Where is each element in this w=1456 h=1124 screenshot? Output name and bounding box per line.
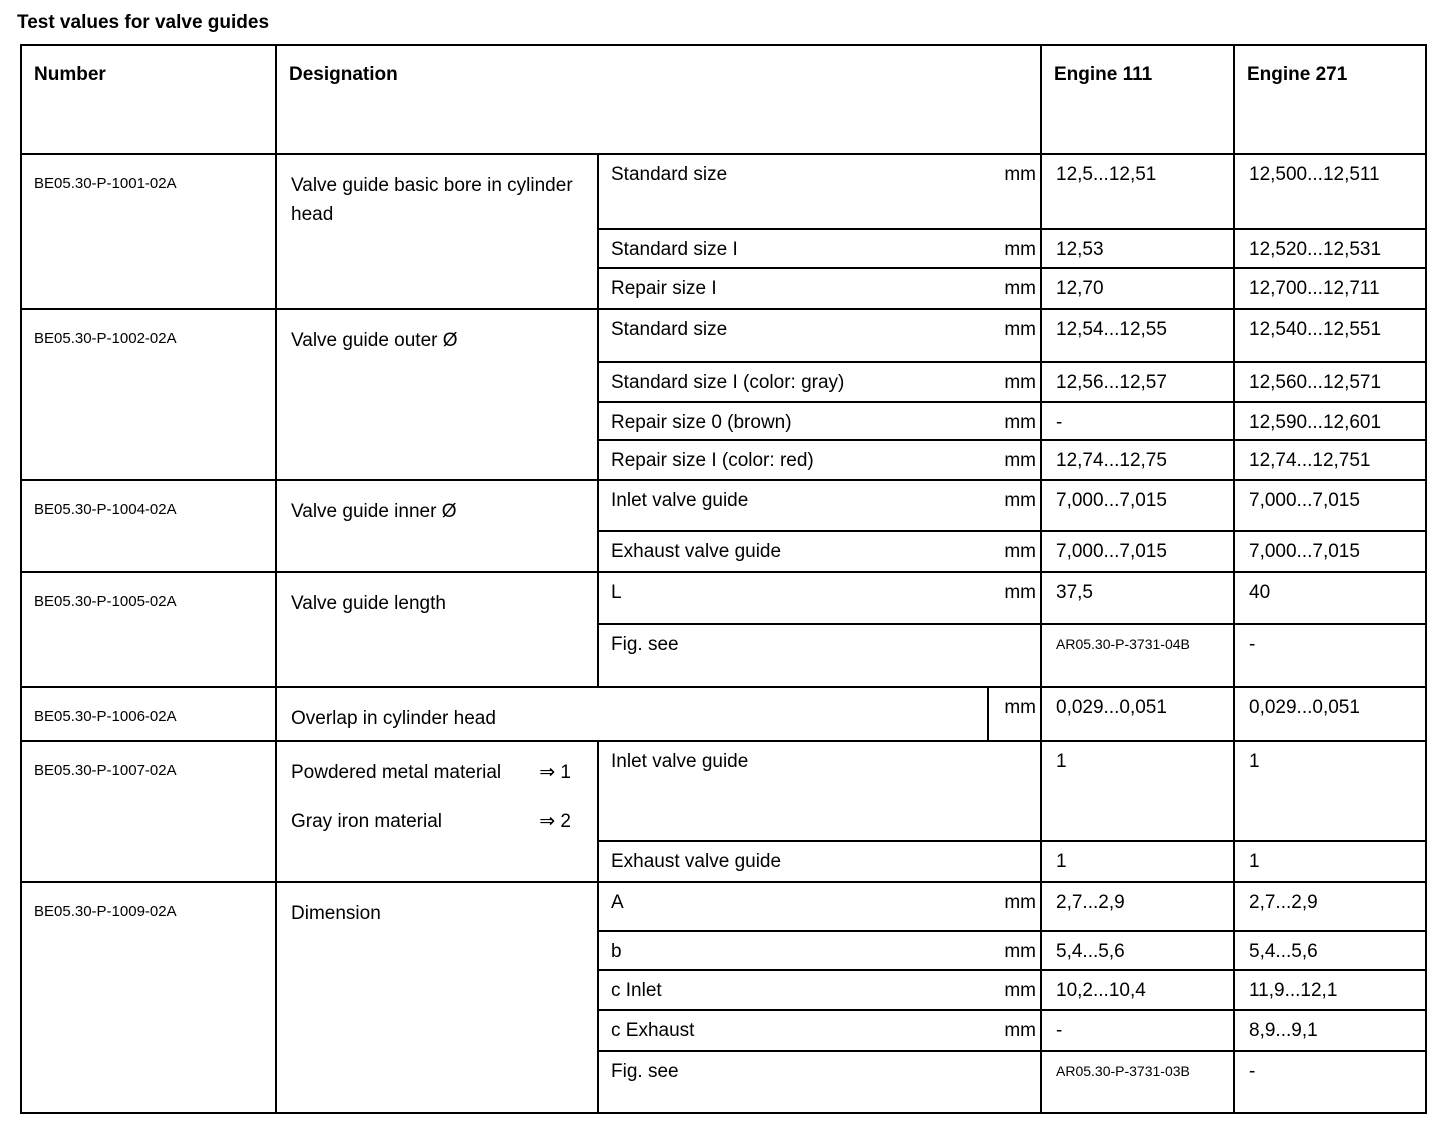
sub-designation: Fig. see xyxy=(598,1051,988,1113)
designation-text: Valve guide outer Ø xyxy=(291,330,458,351)
sub-designation: Repair size 0 (brown) xyxy=(598,402,988,440)
engine-271-value: 12,74...12,751 xyxy=(1234,440,1426,480)
engine-111-value: 10,2...10,4 xyxy=(1041,970,1234,1010)
sub-designation: Standard size I xyxy=(598,229,988,268)
engine-271-value: 1 xyxy=(1234,841,1426,882)
part-number: BE05.30-P-1005-02A xyxy=(21,572,276,687)
part-number: BE05.30-P-1002-02A xyxy=(21,309,276,480)
engine-111-value: 12,54...12,55 xyxy=(1041,309,1234,362)
sub-designation: Exhaust valve guide xyxy=(598,531,988,572)
unit: mm xyxy=(988,362,1041,402)
unit: mm xyxy=(988,1010,1041,1051)
sub-designation: b xyxy=(598,931,988,970)
designation-line xyxy=(291,807,571,836)
material-label: Powdered metal material xyxy=(291,762,502,783)
engine-271-value: 5,4...5,6 xyxy=(1234,931,1426,970)
engine-111-value: 37,5 xyxy=(1041,572,1234,624)
unit xyxy=(988,1051,1041,1113)
table-row xyxy=(21,154,1426,229)
part-number: BE05.30-P-1004-02A xyxy=(21,480,276,572)
engine-111-value: AR05.30-P-3731-04B xyxy=(1041,624,1234,687)
unit: mm xyxy=(988,572,1041,624)
designation-text: Valve guide inner Ø xyxy=(291,501,457,522)
engine-271-value: 40 xyxy=(1234,572,1426,624)
sub-designation: Repair size I xyxy=(598,268,988,309)
table-row xyxy=(21,882,1426,931)
unit: mm xyxy=(988,531,1041,572)
unit: mm xyxy=(988,687,1041,741)
part-number: BE05.30-P-1009-02A xyxy=(21,882,276,1113)
engine-271-value: 12,500...12,511 xyxy=(1234,154,1426,229)
header-engine-111: Engine 111 xyxy=(1041,45,1234,154)
part-number: BE05.30-P-1006-02A xyxy=(21,687,276,741)
table-row xyxy=(21,741,1426,841)
table-row xyxy=(21,480,1426,531)
sub-designation: Repair size I (color: red) xyxy=(598,440,988,480)
designation-text: Dimension xyxy=(291,903,381,924)
engine-111-value: 7,000...7,015 xyxy=(1041,480,1234,531)
engine-271-value: 7,000...7,015 xyxy=(1234,480,1426,531)
engine-111-value: 5,4...5,6 xyxy=(1041,931,1234,970)
sub-designation: c Exhaust xyxy=(598,1010,988,1051)
table-row xyxy=(21,687,1426,741)
table-row xyxy=(21,572,1426,624)
engine-271-value: 11,9...12,1 xyxy=(1234,970,1426,1010)
engine-111-value: 12,56...12,57 xyxy=(1041,362,1234,402)
engine-111-value: AR05.30-P-3731-03B xyxy=(1041,1051,1234,1113)
table-row xyxy=(21,309,1426,362)
designation xyxy=(276,154,598,309)
engine-111-value: 1 xyxy=(1041,741,1234,841)
engine-111-value: 2,7...2,9 xyxy=(1041,882,1234,931)
engine-111-value: 0,029...0,051 xyxy=(1041,687,1234,741)
unit: mm xyxy=(988,309,1041,362)
engine-111-value: 12,74...12,75 xyxy=(1041,440,1234,480)
material-code: ⇒ 1 xyxy=(539,762,571,783)
unit: mm xyxy=(988,970,1041,1010)
engine-271-value: 2,7...2,9 xyxy=(1234,882,1426,931)
designation-line xyxy=(291,758,571,787)
header-number: Number xyxy=(21,45,276,154)
material-code: ⇒ 2 xyxy=(539,811,571,832)
engine-111-value: 1 xyxy=(1041,841,1234,882)
valve-guide-test-values-table xyxy=(20,44,1427,1114)
unit: mm xyxy=(988,440,1041,480)
unit: mm xyxy=(988,882,1041,931)
engine-271-value: 12,520...12,531 xyxy=(1234,229,1426,268)
header-designation: Designation xyxy=(276,45,1041,154)
header-row xyxy=(21,45,1426,154)
unit: mm xyxy=(988,229,1041,268)
designation-text: Valve guide length xyxy=(291,593,446,614)
engine-111-value: 12,70 xyxy=(1041,268,1234,309)
sub-designation: Standard size I (color: gray) xyxy=(598,362,988,402)
designation-text: Overlap in cylinder head xyxy=(291,708,496,729)
sub-designation: Fig. see xyxy=(598,624,988,687)
unit: mm xyxy=(988,480,1041,531)
engine-271-value: 0,029...0,051 xyxy=(1234,687,1426,741)
unit: mm xyxy=(988,268,1041,309)
engine-271-value: 12,590...12,601 xyxy=(1234,402,1426,440)
engine-111-value: 12,53 xyxy=(1041,229,1234,268)
designation xyxy=(276,882,598,1113)
engine-111-value: 7,000...7,015 xyxy=(1041,531,1234,572)
unit xyxy=(988,741,1041,841)
engine-271-value: 12,700...12,711 xyxy=(1234,268,1426,309)
engine-111-value: - xyxy=(1041,1010,1234,1051)
sub-designation: Inlet valve guide xyxy=(598,741,988,841)
engine-271-value: - xyxy=(1234,624,1426,687)
designation-text: Valve guide basic bore in cylinder head xyxy=(291,175,573,225)
designation xyxy=(276,741,598,882)
engine-271-value: 8,9...9,1 xyxy=(1234,1010,1426,1051)
spacer xyxy=(291,787,597,807)
designation xyxy=(276,687,988,741)
part-number: BE05.30-P-1007-02A xyxy=(21,741,276,882)
material-label: Gray iron material xyxy=(291,811,442,832)
header-engine-271: Engine 271 xyxy=(1234,45,1426,154)
part-number: BE05.30-P-1001-02A xyxy=(21,154,276,309)
unit: mm xyxy=(988,402,1041,440)
engine-111-value: 12,5...12,51 xyxy=(1041,154,1234,229)
sub-designation: A xyxy=(598,882,988,931)
sub-designation: Standard size xyxy=(598,309,988,362)
engine-271-value: 12,560...12,571 xyxy=(1234,362,1426,402)
unit: mm xyxy=(988,154,1041,229)
engine-271-value: 1 xyxy=(1234,741,1426,841)
designation xyxy=(276,572,598,687)
unit xyxy=(988,624,1041,687)
page-title: Test values for valve guides xyxy=(17,12,270,33)
engine-271-value: 7,000...7,015 xyxy=(1234,531,1426,572)
sub-designation: c Inlet xyxy=(598,970,988,1010)
engine-271-value: 12,540...12,551 xyxy=(1234,309,1426,362)
engine-111-value: - xyxy=(1041,402,1234,440)
unit: mm xyxy=(988,931,1041,970)
sub-designation: Exhaust valve guide xyxy=(598,841,988,882)
sub-designation: L xyxy=(598,572,988,624)
sub-designation: Inlet valve guide xyxy=(598,480,988,531)
designation xyxy=(276,309,598,480)
designation xyxy=(276,480,598,572)
unit xyxy=(988,841,1041,882)
engine-271-value: - xyxy=(1234,1051,1426,1113)
sub-designation: Standard size xyxy=(598,154,988,229)
